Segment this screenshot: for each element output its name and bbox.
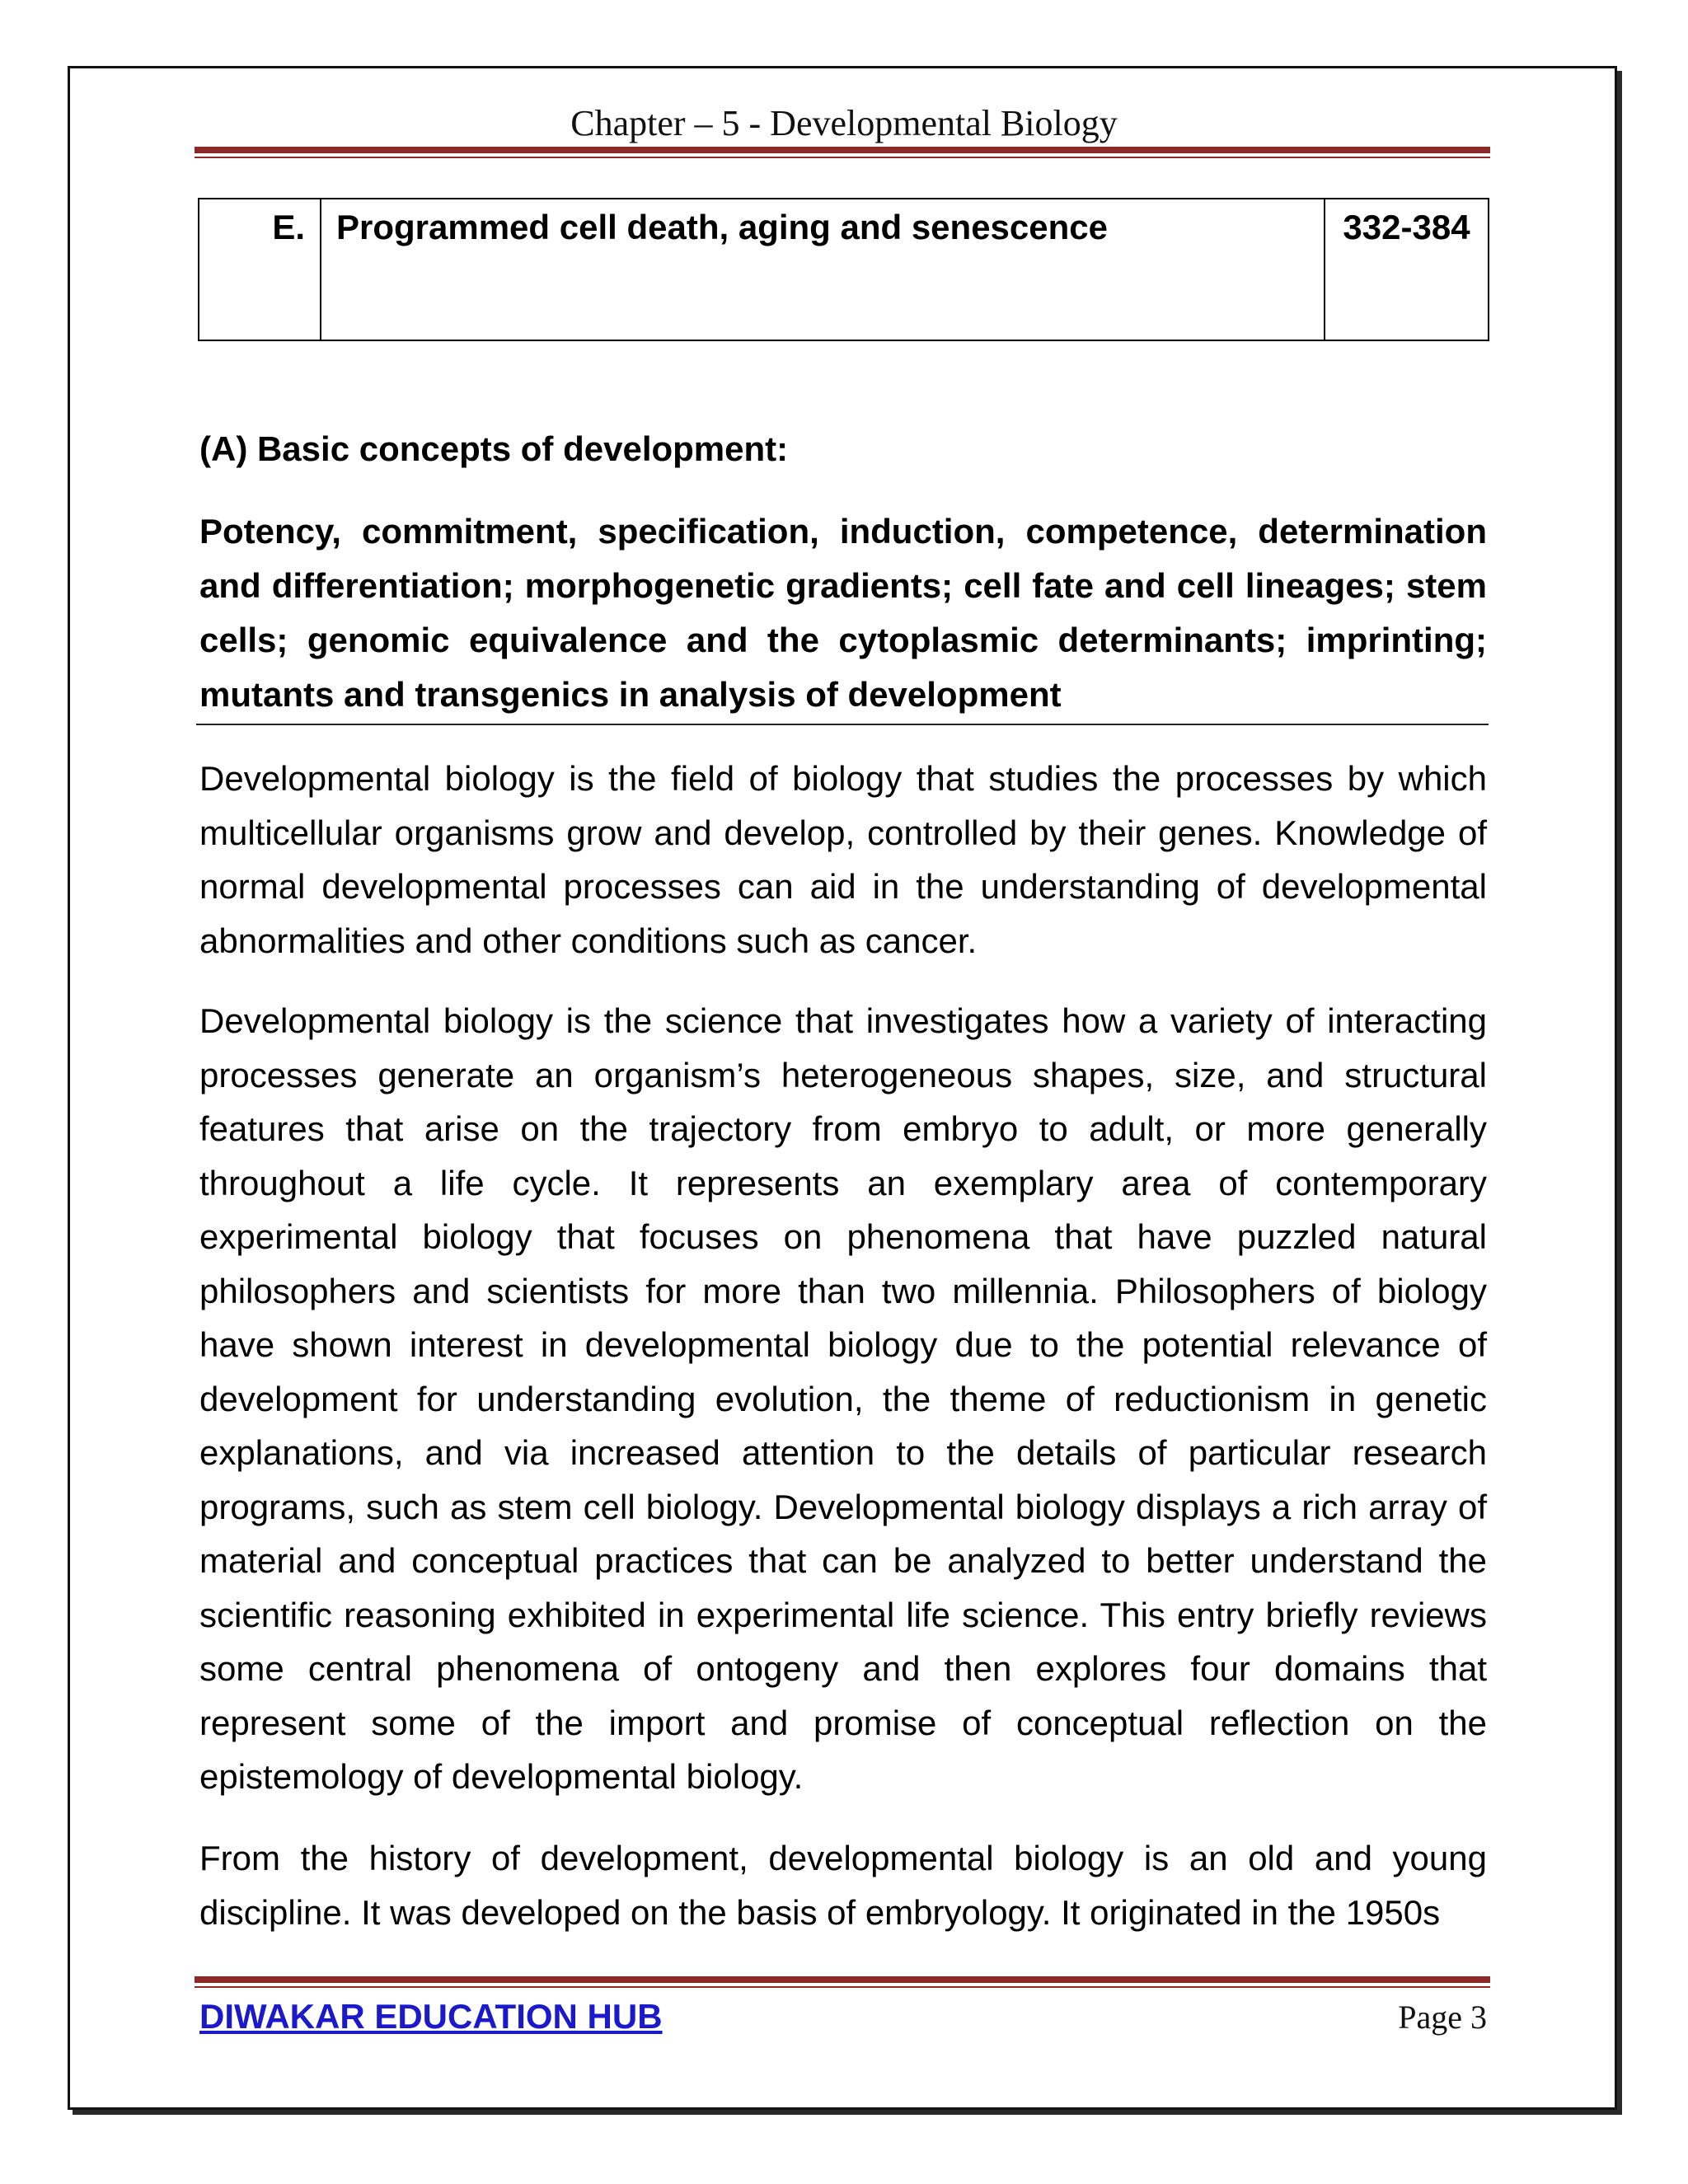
body-paragraph-3: From the history of development, developmental biology is an old and young discipline. It was developed on the basis of embryology. It originated in the 1950s bbox=[199, 1839, 1487, 1932]
section-topics: Potency, commitment, specification, induction, competence, determination and differentiation; morphogenetic gradients; cell fate and cell lineages; stem cells; genomic equivalence and the cytoplasmic determinants; imprinting; mutants and transgenics in analysis of development bbox=[199, 512, 1487, 714]
body-paragraph-1: Developmental biology is the field of biology that studies the processes by which multicellular organisms grow and develop, controlled by their genes. Knowledge of normal developmental processes can aid in the understanding of developmental abnormalities and other conditions such as cancer. bbox=[199, 759, 1487, 960]
page-header-title: Chapter – 5 - Developmental Biology bbox=[570, 103, 1118, 143]
page-number: Page 3 bbox=[1398, 1999, 1487, 2036]
header-rule-thick bbox=[195, 147, 1490, 153]
section-heading: (A) Basic concepts of development: bbox=[199, 429, 789, 468]
toc-pages-cell: 332-384 bbox=[1325, 199, 1489, 340]
toc-topic-cell: Programmed cell death, aging and senescence bbox=[321, 199, 1325, 340]
topics-divider bbox=[196, 724, 1489, 725]
footer-rule-thin bbox=[195, 1986, 1490, 1988]
body-paragraph-2: Developmental biology is the science that investigates how a variety of interacting processes generate an organism’s heterogeneous shapes, size, and structural features that arise on the trajectory from embryo to adult, or more generally throughout a life cycle. It represents an exemplary area of contemporary experimental biology that focuses on phenomena that have puzzled natural philosophers and scientists for more than two millennia. Philosophers of biology have shown interest in developmental biology due to the potential relevance of development for understanding evolution, the theme of reductionism in genetic explanations, and via increased attention to the details of particular research programs, such as stem cell biology. Developmental biology displays a rich array of material and conceptual practices that can be analyzed to better understand the scientific reasoning exhibited in experimental life science. This entry briefly reviews some central phenomena of ontogeny and then explores four domains that represent some of the import and promise of conceptual reflection on the epistemology of developmental biology. bbox=[199, 1001, 1487, 1796]
toc-letter-cell: E. bbox=[199, 199, 321, 340]
header-rule-thin bbox=[195, 157, 1490, 158]
toc-table bbox=[198, 198, 1489, 341]
publisher-link[interactable]: DIWAKAR EDUCATION HUB bbox=[199, 1997, 663, 2036]
footer-rule-thick bbox=[195, 1976, 1490, 1983]
table-row bbox=[199, 199, 1489, 340]
